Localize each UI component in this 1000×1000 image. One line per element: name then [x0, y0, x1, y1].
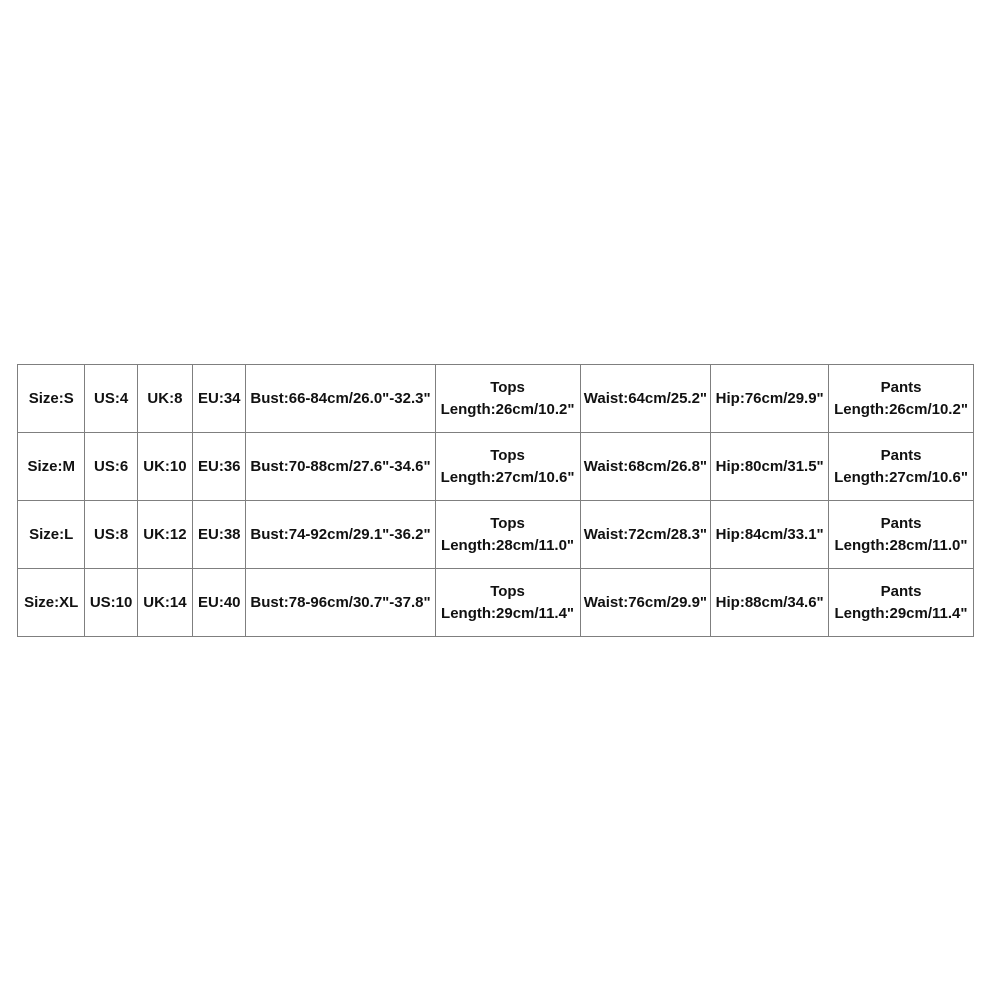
- tops-label: Tops: [490, 446, 525, 464]
- waist-cell: Waist:76cm/29.9": [580, 569, 711, 637]
- hip-cell: Hip:80cm/31.5": [711, 433, 829, 501]
- tops-label: Tops: [490, 582, 525, 600]
- pants-label: Pants: [880, 514, 922, 532]
- bust-cell: Bust:74-92cm/29.1"-36.2": [246, 501, 435, 569]
- hip-cell: Hip:84cm/33.1": [711, 501, 829, 569]
- tops-label: Tops: [490, 514, 525, 532]
- uk-size-cell: UK:14: [137, 569, 192, 637]
- pants-length-cell: [829, 569, 974, 637]
- pants-length: Length:26cm/10.2": [834, 400, 968, 418]
- uk-size-cell: UK:12: [137, 501, 192, 569]
- size-cell: Size:L: [18, 501, 85, 569]
- pants-length-cell: [829, 365, 974, 433]
- us-size-cell: US:4: [85, 365, 137, 433]
- tops-length-cell: [435, 569, 580, 637]
- pants-label: Pants: [880, 446, 922, 464]
- bust-cell: Bust:66-84cm/26.0"-32.3": [246, 365, 435, 433]
- hip-cell: Hip:88cm/34.6": [711, 569, 829, 637]
- size-row-l: [18, 501, 974, 569]
- size-cell: Size:S: [18, 365, 85, 433]
- pants-length: Length:29cm/11.4": [834, 604, 968, 622]
- tops-length: Length:27cm/10.6": [440, 468, 575, 486]
- pants-length: Length:27cm/10.6": [834, 468, 968, 486]
- size-cell: Size:XL: [18, 569, 85, 637]
- pants-length-cell: [829, 433, 974, 501]
- size-row-xl: [18, 569, 974, 637]
- waist-cell: Waist:72cm/28.3": [580, 501, 711, 569]
- eu-size-cell: EU:38: [193, 501, 246, 569]
- uk-size-cell: UK:8: [137, 365, 192, 433]
- bust-cell: Bust:78-96cm/30.7"-37.8": [246, 569, 435, 637]
- waist-cell: Waist:64cm/25.2": [580, 365, 711, 433]
- us-size-cell: US:8: [85, 501, 137, 569]
- tops-length: Length:28cm/11.0": [441, 536, 575, 554]
- pants-length-cell: [829, 501, 974, 569]
- size-row-s: [18, 365, 974, 433]
- bust-cell: Bust:70-88cm/27.6"-34.6": [246, 433, 435, 501]
- pants-label: Pants: [880, 582, 922, 600]
- uk-size-cell: UK:10: [137, 433, 192, 501]
- pants-label: Pants: [880, 378, 922, 396]
- us-size-cell: US:6: [85, 433, 137, 501]
- us-size-cell: US:10: [85, 569, 137, 637]
- size-cell: Size:M: [18, 433, 85, 501]
- tops-length-cell: [435, 365, 580, 433]
- tops-label: Tops: [490, 378, 525, 396]
- tops-length: Length:26cm/10.2": [440, 400, 575, 418]
- waist-cell: Waist:68cm/26.8": [580, 433, 711, 501]
- tops-length-cell: [435, 501, 580, 569]
- pants-length: Length:28cm/11.0": [834, 536, 968, 554]
- size-chart-table: [17, 364, 974, 637]
- tops-length-cell: [435, 433, 580, 501]
- tops-length: Length:29cm/11.4": [441, 604, 575, 622]
- eu-size-cell: EU:36: [193, 433, 246, 501]
- hip-cell: Hip:76cm/29.9": [711, 365, 829, 433]
- eu-size-cell: EU:34: [193, 365, 246, 433]
- size-row-m: [18, 433, 974, 501]
- eu-size-cell: EU:40: [193, 569, 246, 637]
